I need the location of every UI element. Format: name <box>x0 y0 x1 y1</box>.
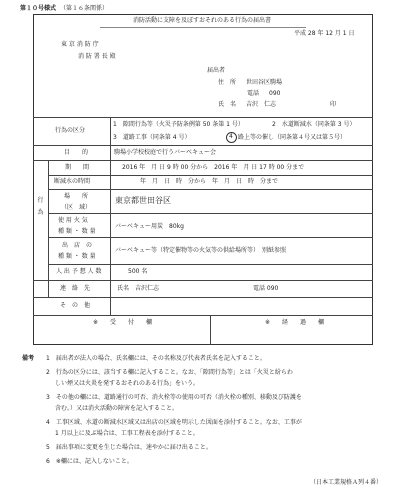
label-column-divider <box>110 117 111 297</box>
note-line: 1 届出者が法人の場合、氏名欄には、その名称及び代表者氏名を記入すること。 <box>46 355 266 362</box>
row-line-9 <box>33 280 373 281</box>
contact-label: 連 絡 先 <box>60 285 91 292</box>
location-label-1: 場 所 <box>64 193 89 200</box>
row-line-5 <box>48 189 373 190</box>
phone-value: 090 <box>269 90 281 97</box>
phone-label: 電話 <box>247 90 260 97</box>
row-line-2 <box>33 145 373 146</box>
selected-option-number: 4 <box>229 133 233 140</box>
name-value: 吉沢 仁志 <box>246 101 277 108</box>
recipient-line2: 消 防 署 長 殿 <box>78 53 116 60</box>
recipient-line1: 東 京 消 防 庁 <box>61 41 99 48</box>
category-option-1: 1 隙間行為等（火災予防条例第 50 条第 1 号） <box>113 121 244 128</box>
category-option-4: 路上等の催し（同条第４号又は第５号） <box>238 134 347 141</box>
equipment-value: バーベキュー用炭 80kg <box>115 223 184 230</box>
water-cut-label: 断減水の時間 <box>54 178 91 185</box>
form-title: 消防活動に支障を及ぼすおそれのある行為の届出書 <box>133 17 272 24</box>
note-line: 6 ※欄には、記入しないこと。 <box>46 458 133 465</box>
reception-column: ※ 受 付 欄 <box>93 319 153 326</box>
contact-name: 氏名 吉沢仁志 <box>117 285 160 292</box>
submission-date: 平成 28 年 12 月 1 日 <box>294 30 355 37</box>
side-label-divider <box>48 160 49 297</box>
row-line-11 <box>33 315 373 316</box>
category-label: 行為の区分 <box>55 127 86 134</box>
period-value: 2016 年 月 日 9 時 00 分から 2016 年 月 日 17 時 00 分まで <box>122 164 305 171</box>
note-line: 5 届出事項に変更を生じた場合は、速やかに届け出ること。 <box>46 444 212 451</box>
name-label: 氏 名 <box>218 101 237 108</box>
note-line: 3 その他の欄には、道路通行の可否、消火栓等の使用の可否（消火栓の種別、移動及び防護を <box>46 394 302 401</box>
attendance-value: 500 名 <box>128 268 148 275</box>
row-line-10 <box>33 297 373 298</box>
title-underline <box>100 27 306 28</box>
applicant-label: 届出者 <box>207 67 226 74</box>
note-line: 含む。）又は消火活動の障害を記入すること。 <box>55 405 179 412</box>
row-line-3 <box>33 160 373 161</box>
note-line: 4 工事区域、水道の断減水区域又は出店の区域を明示した図面を添付すること。なお、工事が <box>46 419 302 426</box>
stalls-label-1: 出 店 の <box>62 242 93 249</box>
location-label-2: （区 域） <box>61 204 92 211</box>
seal-mark: 印 <box>330 101 337 108</box>
row-line-7 <box>48 237 373 238</box>
equipment-label-1: 使 用 火 気 <box>58 217 88 224</box>
row-line-6 <box>48 213 373 214</box>
period-label: 期 間 <box>65 164 90 171</box>
note-line: 1 月以上に及ぶ場合は、工事工程表を添付すること。 <box>55 430 199 437</box>
attendance-label: 人 出 予 想 人 数 <box>56 268 102 275</box>
form-article: （第１６条関係） <box>60 5 109 12</box>
stalls-value: バーベキュー等（特定催物等の火気等の供給場所等） 別紙参照 <box>115 247 287 254</box>
action-side-label: 行 為 <box>37 197 44 216</box>
progress-column: ※ 経 過 欄 <box>265 319 325 326</box>
form-number: 第１０号様式 <box>20 5 57 12</box>
other-divider <box>110 297 111 315</box>
other-label: そ の 他 <box>60 302 91 309</box>
equipment-label-2: 種 類 ・ 数 量 <box>58 228 96 235</box>
contact-phone: 電話 090 <box>253 285 279 292</box>
row-line-4 <box>48 175 373 176</box>
note-line: しい煙又は火炎を発するおそれのある行為」をいう。 <box>55 380 200 387</box>
purpose-label: 目 的 <box>64 149 89 156</box>
location-value: 東京都世田谷区 <box>115 196 171 205</box>
note-line: 2 行為の区分には、該当する欄に記入すること。なお、「隙間行為等」とは「火災と紛らわ <box>46 369 293 376</box>
paper-size-note: （日本工業規格Ａ列４番） <box>310 479 383 486</box>
water-cut-value: 年 月 日 時 分から 年 月 日 時 分まで <box>140 178 279 185</box>
footer-divider <box>210 315 211 345</box>
row-line-1 <box>33 117 373 118</box>
category-option-3: 3 道路工事（同条第 4 号） <box>113 134 191 141</box>
stalls-label-2: 種 類 ・ 数 量 <box>58 253 96 260</box>
category-option-2: 2 水道断減水（同条第 3 号） <box>272 121 356 128</box>
address-value: 世田谷区駒場 <box>246 79 283 86</box>
address-label: 住 所 <box>218 79 237 86</box>
purpose-value: 駒場小学校校庭で行うバーベキュー会 <box>114 149 217 156</box>
row-line-8 <box>48 264 373 265</box>
notes-label: 備考 <box>22 355 35 362</box>
